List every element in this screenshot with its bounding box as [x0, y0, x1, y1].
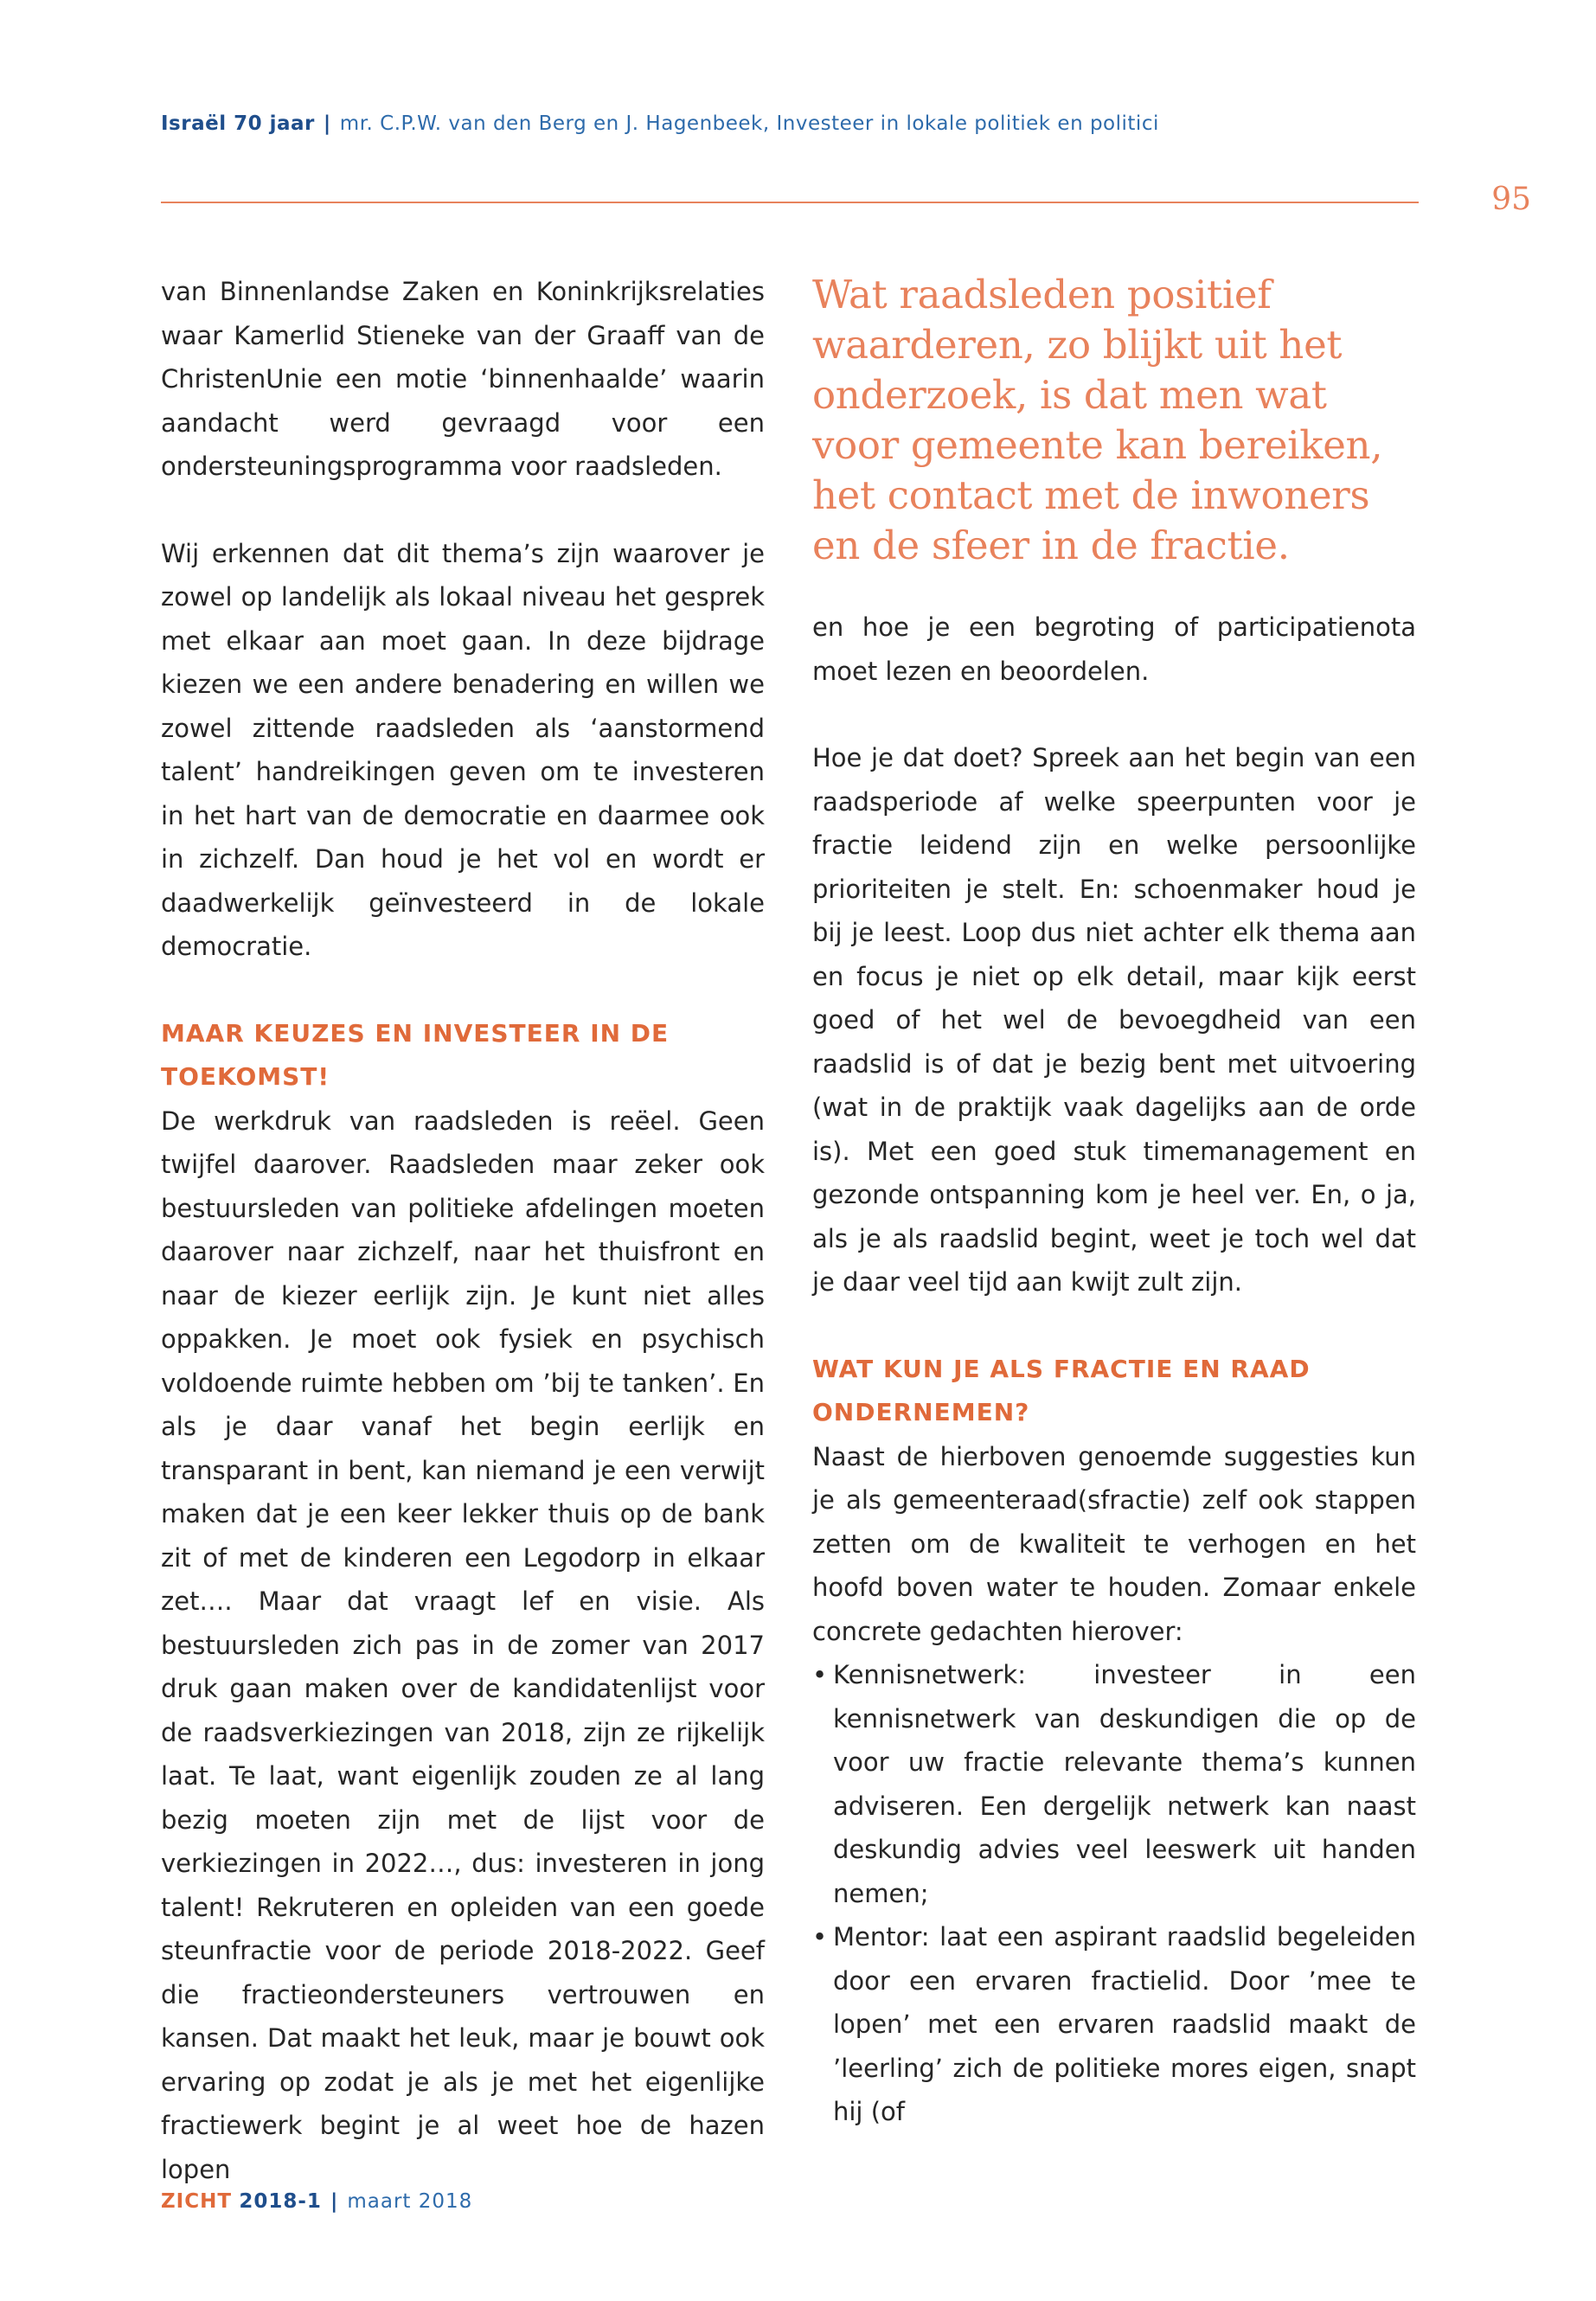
header-rule — [161, 202, 1419, 203]
bullet-list — [812, 1653, 1416, 2134]
section-heading: MAAR KEUZES EN INVESTEER IN DE TOEKOMST! — [161, 1018, 670, 1091]
paragraph-gap — [161, 489, 765, 532]
paragraph-gap — [161, 969, 765, 1012]
running-head — [161, 112, 1159, 135]
section-heading: WAT KUN JE ALS FRACTIE EN RAAD ONDERNEMEN? — [812, 1354, 1311, 1426]
bullet-item: • Mentor: laat een aspirant raadslid begeleiden door een ervaren fractielid. Door ’mee te lopen’ met een ervaren raadslid maakt de ’leerling’ zich de politieke mores eigen, snapt hij (of — [812, 1915, 1416, 2134]
left-column — [161, 270, 765, 2191]
body-paragraph: Naast de hierboven genoemde suggesties kun je als gemeenteraad(sfractie) zelf ook stappen zetten om de kwaliteit te verhogen en het hoofd boven water te houden. Zomaar enkele concrete gedachten hierover: — [812, 1441, 1416, 1646]
publication-title: Israël 70 jaar — [161, 112, 315, 135]
header-separator: | — [323, 112, 331, 135]
pull-quote: Wat raadsleden positief waarderen, zo blijkt uit het onderzoek, is dat men wat voor gemeente kan bereiken, het contact met de inwoners en de sfeer in de fractie. — [812, 272, 1383, 568]
footer-separator: | — [330, 2190, 339, 2213]
article-authors-title: mr. C.P.W. van den Berg en J. Hagenbeek, Investeer in lokale politiek en politici — [339, 112, 1159, 135]
magazine-name: ZICHT — [161, 2190, 233, 2213]
body-paragraph: van Binnenlandse Zaken en Koninkrijksrelaties waar Kamerlid Stieneke van der Graaff van de ChristenUnie een motie ‘binnenhaalde’ waarin aandacht werd gevraagd voor een ondersteuningsprogramma voor raadsleden. — [161, 277, 765, 481]
page-number: 95 — [1491, 182, 1531, 217]
body-paragraph: De werkdruk van raadsleden is reëel. Geen twijfel daarover. Raadsleden maar zeker ook bestuursleden van politieke afdelingen moeten daarover naar zichzelf, naar het thuisfront en naar de kiezer eerlijk zijn. Je kunt niet alles oppakken. Je moet ook fysiek en psychisch voldoende ruimte hebben om ’bij te tanken’. En als je daar vanaf het begin eerlijk en transparant in bent, kan niemand je een verwijt maken dat je een keer lekker thuis op de bank zit of met de kinderen een Legodorp in elkaar zet…. Maar dat vraagt lef en visie. Als bestuursleden zich pas in de zomer van 2017 druk gaan maken over de kandidatenlijst voor de raadsverkiezingen van 2018, zijn ze rijkelijk laat. Te laat, want eigenlijk zouden ze al lang bezig moeten zijn met de lijst voor de verkiezingen in 2022…, dus: investeren in jong talent! Rekruteren en opleiden van een goede steunfractie voor de periode 2018-2022. Geef die fractieondersteuners vertrouwen en kansen. Dat maakt het leuk, maar je bouwt ook ervaring op zodat je als je met het eigenlijke fractiewerk begint je al weet hoe de hazen lopen — [161, 1106, 765, 2184]
body-paragraph: Wij erkennen dat dit thema’s zijn waarover je zowel op landelijk als lokaal niveau het gesprek met elkaar aan moet gaan. In deze bijdrage kiezen we een andere benadering en willen we zowel zittende raadsleden als ‘aanstormend talent’ handreikingen geven om te investeren in het hart van de democratie en daarmee ook in zichzelf. Dan houd je het vol en wordt er daadwerkelijk geïnvesteerd in de lokale democratie. — [161, 538, 765, 961]
paragraph-gap — [812, 693, 1416, 736]
issue-number: 2018-1 — [239, 2190, 322, 2213]
page-footer — [161, 2190, 472, 2213]
body-paragraph: en hoe je een begroting of participatienota moet lezen en beoordelen. — [812, 612, 1416, 686]
issue-date: maart 2018 — [347, 2190, 473, 2213]
bullet-item: • Kennisnetwerk: investeer in een kennisnetwerk van deskundigen die op de voor uw fractie relevante thema’s kunnen adviseren. Een dergelijk netwerk kan naast deskundig advies veel leeswerk uit handen nemen; — [812, 1653, 1416, 1915]
right-column — [812, 270, 1416, 2134]
body-paragraph: Hoe je dat doet? Spreek aan het begin van een raadsperiode af welke speerpunten voor je fractie leidend zijn en welke persoonlijke prioriteiten je stelt. En: schoenmaker houd je bij je leest. Loop dus niet achter elk thema aan en focus je niet op elk detail, maar kijk eerst goed of het wel de bevoegdheid van een raadslid is of dat je bezig bent met uitvoering (wat in de praktijk vaak dagelijks aan de orde is). Met een goed stuk timemanagement en gezonde ontspanning kom je heel ver. En, o ja, als je als raadslid begint, weet je toch wel dat je daar veel tijd aan kwijt zult zijn. — [812, 743, 1416, 1297]
paragraph-gap — [812, 1304, 1416, 1348]
